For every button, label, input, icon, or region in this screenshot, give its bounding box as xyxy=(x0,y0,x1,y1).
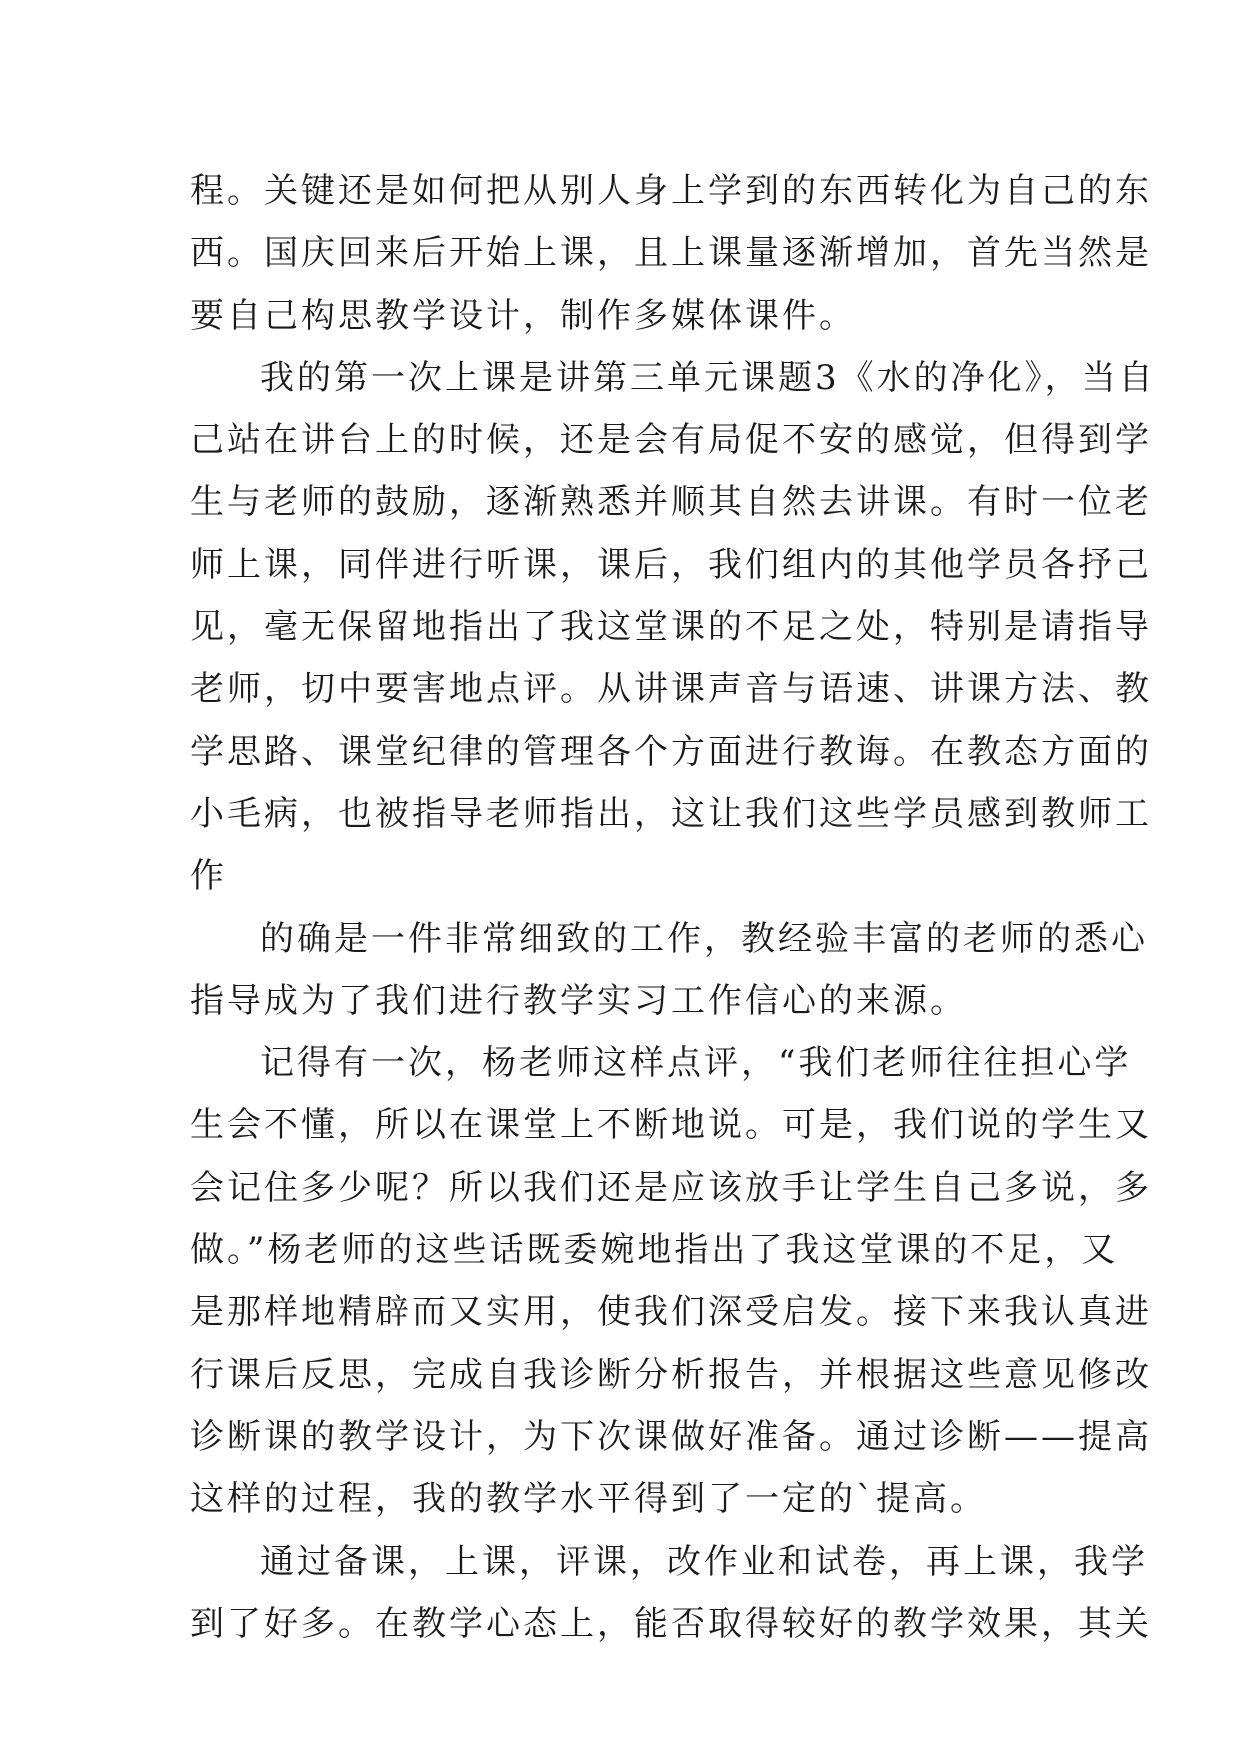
text-line: 是那样地精辟而又实用，使我们深受启发。接下来我认真进 xyxy=(190,1292,1152,1333)
text-line: 程。关键还是如何把从别人身上学到的东西转化为自己的东 xyxy=(190,171,1152,211)
text-line: 行课后反思，完成自我诊断分析报告，并根据这些意见修改 xyxy=(190,1354,1152,1395)
paragraph-start-line: 通过备课，上课，评课，改作业和试卷，再上课，我学 xyxy=(260,1541,1148,1582)
body-text xyxy=(190,160,1156,1655)
text-line: 到了好多。在教学心态上，能否取得较好的教学效果，其关 xyxy=(190,1603,1152,1644)
text-line: 诊断课的教学设计，为下次课做好准备。通过诊断——提高 xyxy=(190,1416,1152,1457)
text-line: 会记住多少呢？所以我们还是应该放手让学生自己多说，多 xyxy=(190,1167,1152,1208)
text-line: 学思路、课堂纪律的管理各个方面进行教诲。在教态方面的 xyxy=(190,731,1152,772)
text-line: 作 xyxy=(190,856,227,897)
paragraph-start-line: 记得有一次，杨老师这样点评，“我们老师往往担心学 xyxy=(260,1043,1132,1084)
text-line: 这样的过程，我的教学水平得到了一定的`提高。 xyxy=(190,1479,987,1520)
text-line: 生会不懂，所以在课堂上不断地说。可是，我们说的学生又 xyxy=(190,1105,1152,1146)
text-line: 西。国庆回来后开始上课，且上课量逐渐增加，首先当然是 xyxy=(190,233,1152,274)
text-line: 指导成为了我们进行教学实习工作信心的来源。 xyxy=(190,980,967,1021)
paragraph-start-line: 的确是一件非常细致的工作，教经验丰富的老师的悉心 xyxy=(260,918,1148,959)
text-line: 小毛病，也被指导老师指出，这让我们这些学员感到教师工 xyxy=(190,793,1152,834)
text-line: 做。”杨老师的这些话既委婉地指出了我这堂课的不足，又 xyxy=(190,1230,1119,1271)
text-line: 要自己构思教学设计，制作多媒体课件。 xyxy=(190,295,856,336)
text-line: 老师，切中要害地点评。从讲课声音与语速、讲课方法、教 xyxy=(190,669,1152,710)
paragraph-start-line: 我的第一次上课是讲第三单元课题3《水的净化》，当自 xyxy=(260,357,1156,398)
text-line: 见，毫无保留地指出了我这堂课的不足之处，特别是请指导 xyxy=(190,607,1152,648)
text-line: 生与老师的鼓励，逐渐熟悉并顺其自然去讲课。有时一位老 xyxy=(190,482,1152,523)
text-line: 己站在讲台上的时候，还是会有局促不安的感觉，但得到学 xyxy=(190,420,1152,461)
text-line: 师上课，同伴进行听课，课后，我们组内的其他学员各抒己 xyxy=(190,544,1152,585)
